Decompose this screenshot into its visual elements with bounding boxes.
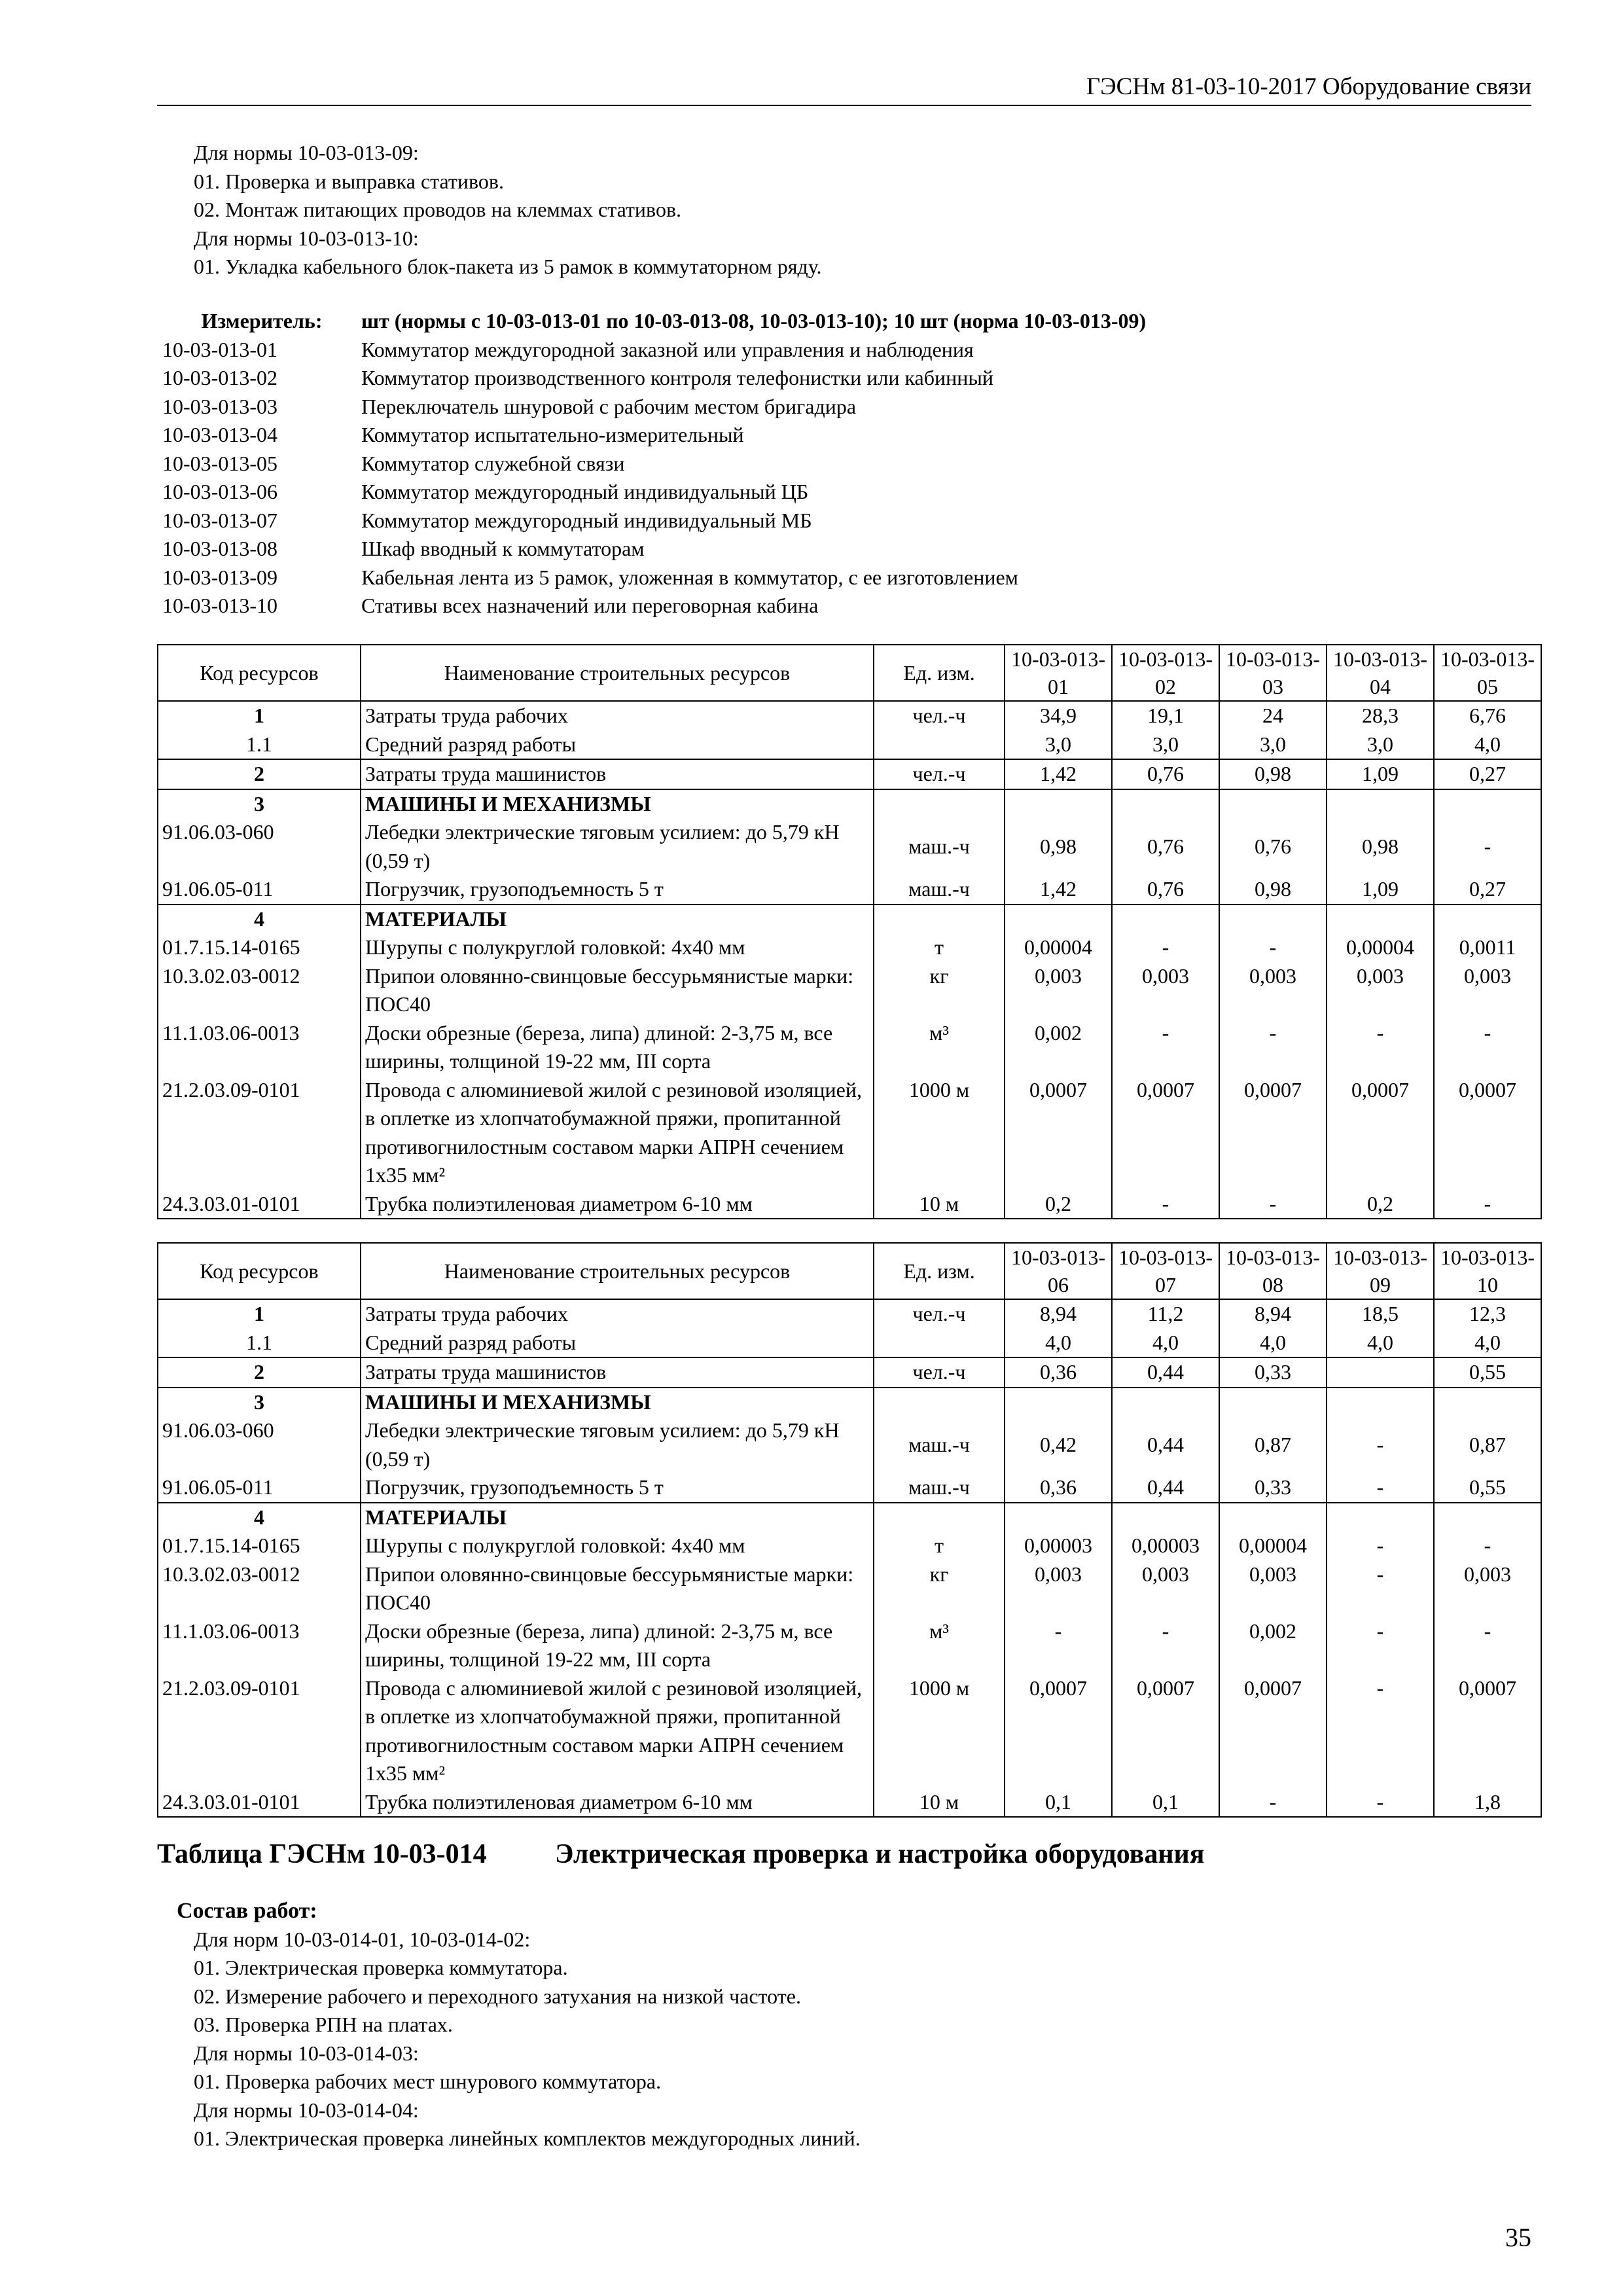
row-unit bbox=[874, 730, 1005, 760]
row-code: 21.2.03.09-0101 bbox=[158, 1674, 361, 1788]
row-name: Средний разряд работы bbox=[361, 730, 874, 760]
row-value: 0,1 bbox=[1112, 1788, 1219, 1818]
row-value: 0,87 bbox=[1434, 1416, 1541, 1473]
row-value: - bbox=[1219, 1190, 1327, 1219]
row-value: 34,9 bbox=[1005, 701, 1112, 730]
row-unit: маш.-ч bbox=[874, 1416, 1005, 1473]
table-row bbox=[158, 1617, 1541, 1674]
row-unit: кг bbox=[874, 962, 1005, 1019]
row-unit: маш.-ч bbox=[874, 1473, 1005, 1503]
row-value: 0,76 bbox=[1112, 875, 1219, 905]
row-value: 0,33 bbox=[1219, 1357, 1327, 1388]
row-value: 18,5 bbox=[1327, 1299, 1434, 1329]
header-norm: 10-03-013-09 bbox=[1327, 1243, 1434, 1299]
table-row bbox=[158, 1388, 1541, 1417]
row-unit: чел.-ч bbox=[874, 701, 1005, 730]
table-row bbox=[158, 1357, 1541, 1388]
intro-line: 01. Укладка кабельного блок-пакета из 5 рамок в коммутаторном ряду. bbox=[194, 255, 822, 278]
row-value: 0,0007 bbox=[1005, 1674, 1112, 1788]
row-value: 4,0 bbox=[1005, 1329, 1112, 1358]
row-name: Затраты труда рабочих bbox=[361, 1299, 874, 1329]
row-unit: маш.-ч bbox=[874, 818, 1005, 875]
row-value bbox=[1327, 905, 1434, 934]
norm-code: 10-03-013-03 bbox=[162, 394, 277, 418]
row-value: 11,2 bbox=[1112, 1299, 1219, 1329]
row-name: Шурупы с полукруглой головкой: 4x40 мм bbox=[361, 933, 874, 962]
row-value bbox=[1112, 789, 1219, 819]
row-code: 91.06.03-060 bbox=[158, 1416, 361, 1473]
row-unit: м³ bbox=[874, 1617, 1005, 1674]
resource-table-1 bbox=[157, 644, 1542, 1219]
row-value: 4,0 bbox=[1434, 730, 1541, 760]
section-number: Таблица ГЭСНм 10-03-014 bbox=[157, 1839, 487, 1869]
works-line: 02. Измерение рабочего и переходного затухания на низкой частоте. bbox=[194, 1984, 801, 2008]
row-value: 1,09 bbox=[1327, 875, 1434, 905]
norm-code: 10-03-013-05 bbox=[162, 451, 277, 475]
row-value bbox=[1005, 789, 1112, 819]
works-line: Для норм 10-03-014-01, 10-03-014-02: bbox=[194, 1927, 531, 1951]
row-value bbox=[1434, 1503, 1541, 1532]
row-code: 01.7.15.14-0165 bbox=[158, 933, 361, 962]
row-value: 0,76 bbox=[1219, 818, 1327, 875]
row-unit: 1000 м bbox=[874, 1674, 1005, 1788]
header-code: Код ресурсов bbox=[158, 1243, 361, 1299]
row-value: 0,0007 bbox=[1112, 1076, 1219, 1190]
table-row bbox=[158, 789, 1541, 819]
intro-line: 02. Монтаж питающих проводов на клеммах стативов. bbox=[194, 198, 682, 221]
header-norm: 10-03-013-02 bbox=[1112, 645, 1219, 701]
row-code: 11.1.03.06-0013 bbox=[158, 1019, 361, 1076]
row-unit: 10 м bbox=[874, 1190, 1005, 1219]
norm-name: Переключатель шнуровой с рабочим местом бригадира bbox=[361, 394, 857, 418]
row-value: 0,003 bbox=[1112, 962, 1219, 1019]
header-code: Код ресурсов bbox=[158, 645, 361, 701]
norm-code: 10-03-013-08 bbox=[162, 537, 277, 560]
header-norm: 10-03-013-07 bbox=[1112, 1243, 1219, 1299]
row-code: 24.3.03.01-0101 bbox=[158, 1190, 361, 1219]
row-value: - bbox=[1112, 1617, 1219, 1674]
row-value: - bbox=[1327, 1560, 1434, 1617]
table-row bbox=[158, 1019, 1541, 1076]
row-value: 1,8 bbox=[1434, 1788, 1541, 1818]
row-code: 10.3.02.03-0012 bbox=[158, 962, 361, 1019]
norm-code: 10-03-013-10 bbox=[162, 594, 277, 617]
row-value: - bbox=[1327, 1788, 1434, 1818]
row-unit bbox=[874, 1503, 1005, 1532]
row-value: 12,3 bbox=[1434, 1299, 1541, 1329]
row-value: 0,0007 bbox=[1005, 1076, 1112, 1190]
row-value: - bbox=[1219, 933, 1327, 962]
row-value bbox=[1434, 1388, 1541, 1417]
row-value: 4,0 bbox=[1219, 1329, 1327, 1358]
row-value: - bbox=[1434, 1532, 1541, 1560]
row-value: 0,00004 bbox=[1327, 933, 1434, 962]
resource-table-2 bbox=[157, 1242, 1542, 1818]
row-name: Погрузчик, грузоподъемность 5 т bbox=[361, 875, 874, 905]
norm-name: Коммутатор междугородной заказной или управления и наблюдения bbox=[361, 337, 974, 361]
row-value: 0,2 bbox=[1005, 1190, 1112, 1219]
row-value: 0,003 bbox=[1005, 1560, 1112, 1617]
header-norm: 10-03-013-04 bbox=[1327, 645, 1434, 701]
row-value: 0,27 bbox=[1434, 875, 1541, 905]
row-unit: м³ bbox=[874, 1019, 1005, 1076]
intro-block bbox=[194, 139, 822, 281]
row-code: 10.3.02.03-0012 bbox=[158, 1560, 361, 1617]
row-name: Затраты труда рабочих bbox=[361, 701, 874, 730]
row-value: - bbox=[1434, 1190, 1541, 1219]
row-value: - bbox=[1112, 1019, 1219, 1076]
table-row bbox=[158, 701, 1541, 730]
works-line: Для нормы 10-03-014-03: bbox=[194, 2041, 419, 2065]
row-value: 0,36 bbox=[1005, 1357, 1112, 1388]
table-row bbox=[158, 1674, 1541, 1788]
row-value: 0,0011 bbox=[1434, 933, 1541, 962]
intro-line: Для нормы 10-03-013-10: bbox=[194, 226, 419, 250]
row-name: Припои оловянно-свинцовые бессурьмянистые марки: ПОС40 bbox=[361, 962, 874, 1019]
norm-code: 10-03-013-04 bbox=[162, 423, 277, 446]
row-value: 0,0007 bbox=[1327, 1076, 1434, 1190]
row-value: 0,002 bbox=[1219, 1617, 1327, 1674]
row-value: 0,2 bbox=[1327, 1190, 1434, 1219]
row-value: 24 bbox=[1219, 701, 1327, 730]
row-value: - bbox=[1112, 933, 1219, 962]
header-name: Наименование строительных ресурсов bbox=[361, 645, 874, 701]
row-value: 0,00003 bbox=[1005, 1532, 1112, 1560]
header-norm: 10-03-013-05 bbox=[1434, 645, 1541, 701]
works-line: Для нормы 10-03-014-04: bbox=[194, 2098, 419, 2122]
row-value: 0,44 bbox=[1112, 1416, 1219, 1473]
header-name: Наименование строительных ресурсов bbox=[361, 1243, 874, 1299]
row-code: 1.1 bbox=[158, 730, 361, 760]
table-row bbox=[158, 905, 1541, 934]
row-unit: кг bbox=[874, 1560, 1005, 1617]
row-name: Провода с алюминиевой жилой с резиновой изоляцией, в оплетке из хлопчатобумажной пряжи, пропитанной противогнилостным составом марки АПРН сечением 1x35 мм² bbox=[361, 1076, 874, 1190]
measure-label: Измеритель: bbox=[201, 309, 323, 332]
norm-code: 10-03-013-01 bbox=[162, 337, 277, 361]
row-value: - bbox=[1327, 1019, 1434, 1076]
row-value bbox=[1219, 905, 1327, 934]
row-value: 0,003 bbox=[1219, 1560, 1327, 1617]
section-name: Электрическая проверка и настройка оборудования bbox=[555, 1839, 1205, 1869]
row-value bbox=[1219, 789, 1327, 819]
row-value: 0,002 bbox=[1005, 1019, 1112, 1076]
row-unit: чел.-ч bbox=[874, 1299, 1005, 1329]
row-value: 0,33 bbox=[1219, 1473, 1327, 1503]
row-unit: чел.-ч bbox=[874, 759, 1005, 789]
row-value: 0,003 bbox=[1327, 962, 1434, 1019]
row-value: 0,003 bbox=[1434, 1560, 1541, 1617]
row-value: 8,94 bbox=[1219, 1299, 1327, 1329]
works-line: 01. Электрическая проверка коммутатора. bbox=[194, 1956, 568, 1979]
row-code: 21.2.03.09-0101 bbox=[158, 1076, 361, 1190]
row-value bbox=[1434, 905, 1541, 934]
row-name: МАШИНЫ И МЕХАНИЗМЫ bbox=[361, 1388, 874, 1417]
row-code: 01.7.15.14-0165 bbox=[158, 1532, 361, 1560]
row-value: 19,1 bbox=[1112, 701, 1219, 730]
norm-name: Коммутатор испытательно-измерительный bbox=[361, 423, 744, 446]
measure-table bbox=[162, 307, 1524, 620]
row-unit bbox=[874, 1329, 1005, 1358]
row-value: - bbox=[1005, 1617, 1112, 1674]
row-value bbox=[1112, 1388, 1219, 1417]
works-line: 03. Проверка РПН на платах. bbox=[194, 2013, 453, 2036]
row-value: 0,00003 bbox=[1112, 1532, 1219, 1560]
table-row bbox=[158, 818, 1541, 875]
header-unit: Ед. изм. bbox=[874, 1243, 1005, 1299]
row-value: - bbox=[1327, 1617, 1434, 1674]
intro-line: 01. Проверка и выправка стативов. bbox=[194, 169, 504, 193]
row-value: 6,76 bbox=[1434, 701, 1541, 730]
row-value: 4,0 bbox=[1112, 1329, 1219, 1358]
row-name: Лебедки электрические тяговым усилием: до 5,79 кН (0,59 т) bbox=[361, 818, 874, 875]
header-norm: 10-03-013-01 bbox=[1005, 645, 1112, 701]
row-value: 0,76 bbox=[1112, 759, 1219, 789]
section-title bbox=[157, 1836, 1204, 1873]
row-value: 0,55 bbox=[1434, 1473, 1541, 1503]
row-name: Доски обрезные (береза, липа) длиной: 2-3,75 м, все ширины, толщиной 19-22 мм, III сорта bbox=[361, 1617, 874, 1674]
row-value: 0,0007 bbox=[1219, 1076, 1327, 1190]
table-row bbox=[158, 1299, 1541, 1329]
row-unit bbox=[874, 905, 1005, 934]
row-value: 0,0007 bbox=[1219, 1674, 1327, 1788]
norm-code: 10-03-013-02 bbox=[162, 366, 277, 389]
row-code: 3 bbox=[158, 1388, 361, 1417]
row-unit: т bbox=[874, 933, 1005, 962]
row-code: 24.3.03.01-0101 bbox=[158, 1788, 361, 1818]
row-value: 0,98 bbox=[1219, 875, 1327, 905]
row-value bbox=[1005, 1388, 1112, 1417]
row-unit: 10 м bbox=[874, 1788, 1005, 1818]
row-value: 0,1 bbox=[1005, 1788, 1112, 1818]
row-value: 0,55 bbox=[1434, 1357, 1541, 1388]
running-header bbox=[157, 71, 1531, 106]
row-value: - bbox=[1434, 1617, 1541, 1674]
table-row bbox=[158, 1560, 1541, 1617]
header-norm: 10-03-013-08 bbox=[1219, 1243, 1327, 1299]
norm-code: 10-03-013-06 bbox=[162, 480, 277, 503]
row-name: МАТЕРИАЛЫ bbox=[361, 1503, 874, 1532]
row-name: Припои оловянно-свинцовые бессурьмянистые марки: ПОС40 bbox=[361, 1560, 874, 1617]
table-row bbox=[158, 1473, 1541, 1503]
row-value bbox=[1434, 789, 1541, 819]
table-row bbox=[158, 962, 1541, 1019]
row-unit bbox=[874, 789, 1005, 819]
row-unit: 1000 м bbox=[874, 1076, 1005, 1190]
row-value: 3,0 bbox=[1005, 730, 1112, 760]
row-value: 1,09 bbox=[1327, 759, 1434, 789]
row-value: 4,0 bbox=[1327, 1329, 1434, 1358]
works-heading: Состав работ: bbox=[177, 1899, 317, 1923]
table-row bbox=[158, 1190, 1541, 1219]
norm-name: Коммутатор междугородный индивидуальный МБ bbox=[361, 508, 812, 532]
row-name: Затраты труда машинистов bbox=[361, 1357, 874, 1388]
row-code: 2 bbox=[158, 759, 361, 789]
row-value: 3,0 bbox=[1327, 730, 1434, 760]
row-code: 11.1.03.06-0013 bbox=[158, 1617, 361, 1674]
row-name: Трубка полиэтиленовая диаметром 6-10 мм bbox=[361, 1190, 874, 1219]
row-unit: т bbox=[874, 1532, 1005, 1560]
header-norm: 10-03-013-10 bbox=[1434, 1243, 1541, 1299]
row-code: 1 bbox=[158, 1299, 361, 1329]
row-value: 3,0 bbox=[1112, 730, 1219, 760]
row-value bbox=[1219, 1503, 1327, 1532]
row-value bbox=[1327, 789, 1434, 819]
table-row bbox=[158, 1329, 1541, 1358]
row-value: 0,003 bbox=[1112, 1560, 1219, 1617]
row-value: - bbox=[1327, 1416, 1434, 1473]
row-value: 0,00004 bbox=[1219, 1532, 1327, 1560]
table-row bbox=[158, 1503, 1541, 1532]
row-code: 4 bbox=[158, 1503, 361, 1532]
row-value: - bbox=[1327, 1674, 1434, 1788]
works-block bbox=[177, 1897, 861, 2153]
table-row bbox=[158, 875, 1541, 905]
row-value: 0,0007 bbox=[1434, 1674, 1541, 1788]
row-value: 0,98 bbox=[1005, 818, 1112, 875]
row-name: Средний разряд работы bbox=[361, 1329, 874, 1358]
row-value: 0,44 bbox=[1112, 1473, 1219, 1503]
row-value: 0,76 bbox=[1112, 818, 1219, 875]
row-value: 0,003 bbox=[1219, 962, 1327, 1019]
row-value: 0,27 bbox=[1434, 759, 1541, 789]
row-code: 91.06.03-060 bbox=[158, 818, 361, 875]
table-row bbox=[158, 933, 1541, 962]
header-unit: Ед. изм. bbox=[874, 645, 1005, 701]
row-value: 8,94 bbox=[1005, 1299, 1112, 1329]
works-line: 01. Проверка рабочих мест шнурового коммутатора. bbox=[194, 2070, 662, 2093]
row-value: 1,42 bbox=[1005, 875, 1112, 905]
row-name: Затраты труда машинистов bbox=[361, 759, 874, 789]
row-code: 91.06.05-011 bbox=[158, 1473, 361, 1503]
row-name: МАТЕРИАЛЫ bbox=[361, 905, 874, 934]
norm-name: Кабельная лента из 5 рамок, уложенная в коммутатор, с ее изготовлением bbox=[361, 565, 1018, 589]
row-value: 0,00004 bbox=[1005, 933, 1112, 962]
row-value: - bbox=[1112, 1190, 1219, 1219]
row-name: Погрузчик, грузоподъемность 5 т bbox=[361, 1473, 874, 1503]
norm-name: Шкаф вводный к коммутаторам bbox=[361, 537, 645, 560]
running-header-title: ГЭСНм 81-03-10-2017 Оборудование связи bbox=[1086, 73, 1531, 100]
row-name: Провода с алюминиевой жилой с резиновой изоляцией, в оплетке из хлопчатобумажной пряжи, пропитанной противогнилостным составом марки АПРН сечением 1x35 мм² bbox=[361, 1674, 874, 1788]
row-value bbox=[1112, 905, 1219, 934]
row-value bbox=[1005, 905, 1112, 934]
row-value: 0,44 bbox=[1112, 1357, 1219, 1388]
row-value bbox=[1327, 1388, 1434, 1417]
row-value: 0,98 bbox=[1219, 759, 1327, 789]
row-value: 1,42 bbox=[1005, 759, 1112, 789]
row-name: Шурупы с полукруглой головкой: 4x40 мм bbox=[361, 1532, 874, 1560]
row-value: - bbox=[1327, 1473, 1434, 1503]
row-code: 91.06.05-011 bbox=[158, 875, 361, 905]
row-value: - bbox=[1327, 1532, 1434, 1560]
row-unit: маш.-ч bbox=[874, 875, 1005, 905]
row-value: 0,0007 bbox=[1434, 1076, 1541, 1190]
row-name: Трубка полиэтиленовая диаметром 6-10 мм bbox=[361, 1788, 874, 1818]
row-code: 4 bbox=[158, 905, 361, 934]
norm-name: Коммутатор междугородный индивидуальный ЦБ bbox=[361, 480, 809, 503]
table-row bbox=[158, 759, 1541, 789]
norm-name: Коммутатор служебной связи bbox=[361, 451, 625, 475]
row-code: 3 bbox=[158, 789, 361, 819]
header-norm: 10-03-013-03 bbox=[1219, 645, 1327, 701]
table-row bbox=[158, 1532, 1541, 1560]
measure-value: шт (нормы с 10-03-013-01 по 10-03-013-08, 10-03-013-10); 10 шт (норма 10-03-013-09) bbox=[361, 309, 1147, 332]
table-row bbox=[158, 1416, 1541, 1473]
table-row bbox=[158, 1788, 1541, 1818]
norm-code: 10-03-013-07 bbox=[162, 508, 277, 532]
row-value: 0,98 bbox=[1327, 818, 1434, 875]
row-value: - bbox=[1219, 1788, 1327, 1818]
row-value: - bbox=[1434, 818, 1541, 875]
row-value: 0,0007 bbox=[1112, 1674, 1219, 1788]
row-code: 1.1 bbox=[158, 1329, 361, 1358]
row-unit bbox=[874, 1388, 1005, 1417]
row-value bbox=[1219, 1388, 1327, 1417]
row-name: МАШИНЫ И МЕХАНИЗМЫ bbox=[361, 789, 874, 819]
row-value: 3,0 bbox=[1219, 730, 1327, 760]
norm-name: Стативы всех назначений или переговорная кабина bbox=[361, 594, 819, 617]
intro-line: Для нормы 10-03-013-09: bbox=[194, 141, 419, 164]
row-name: Доски обрезные (береза, липа) длиной: 2-3,75 м, все ширины, толщиной 19-22 мм, III сорта bbox=[361, 1019, 874, 1076]
row-value: - bbox=[1434, 1019, 1541, 1076]
works-line: 01. Электрическая проверка линейных комплектов междугородных линий. bbox=[194, 2126, 861, 2150]
row-code: 2 bbox=[158, 1357, 361, 1388]
row-value bbox=[1005, 1503, 1112, 1532]
row-value bbox=[1327, 1357, 1434, 1388]
table-row bbox=[158, 730, 1541, 760]
row-value bbox=[1327, 1503, 1434, 1532]
row-value bbox=[1112, 1503, 1219, 1532]
norm-code: 10-03-013-09 bbox=[162, 565, 277, 589]
row-value: 0,87 bbox=[1219, 1416, 1327, 1473]
row-value: 4,0 bbox=[1434, 1329, 1541, 1358]
header-norm: 10-03-013-06 bbox=[1005, 1243, 1112, 1299]
row-value: 0,003 bbox=[1434, 962, 1541, 1019]
row-code: 1 bbox=[158, 701, 361, 730]
row-name: Лебедки электрические тяговым усилием: до 5,79 кН (0,59 т) bbox=[361, 1416, 874, 1473]
table-row bbox=[158, 1076, 1541, 1190]
row-value: 0,003 bbox=[1005, 962, 1112, 1019]
norm-name: Коммутатор производственного контроля телефонистки или кабинный bbox=[361, 366, 994, 389]
row-value: - bbox=[1219, 1019, 1327, 1076]
row-unit: чел.-ч bbox=[874, 1357, 1005, 1388]
row-value: 28,3 bbox=[1327, 701, 1434, 730]
row-value: 0,36 bbox=[1005, 1473, 1112, 1503]
row-value: 0,42 bbox=[1005, 1416, 1112, 1473]
page-number: 35 bbox=[1505, 2223, 1531, 2252]
